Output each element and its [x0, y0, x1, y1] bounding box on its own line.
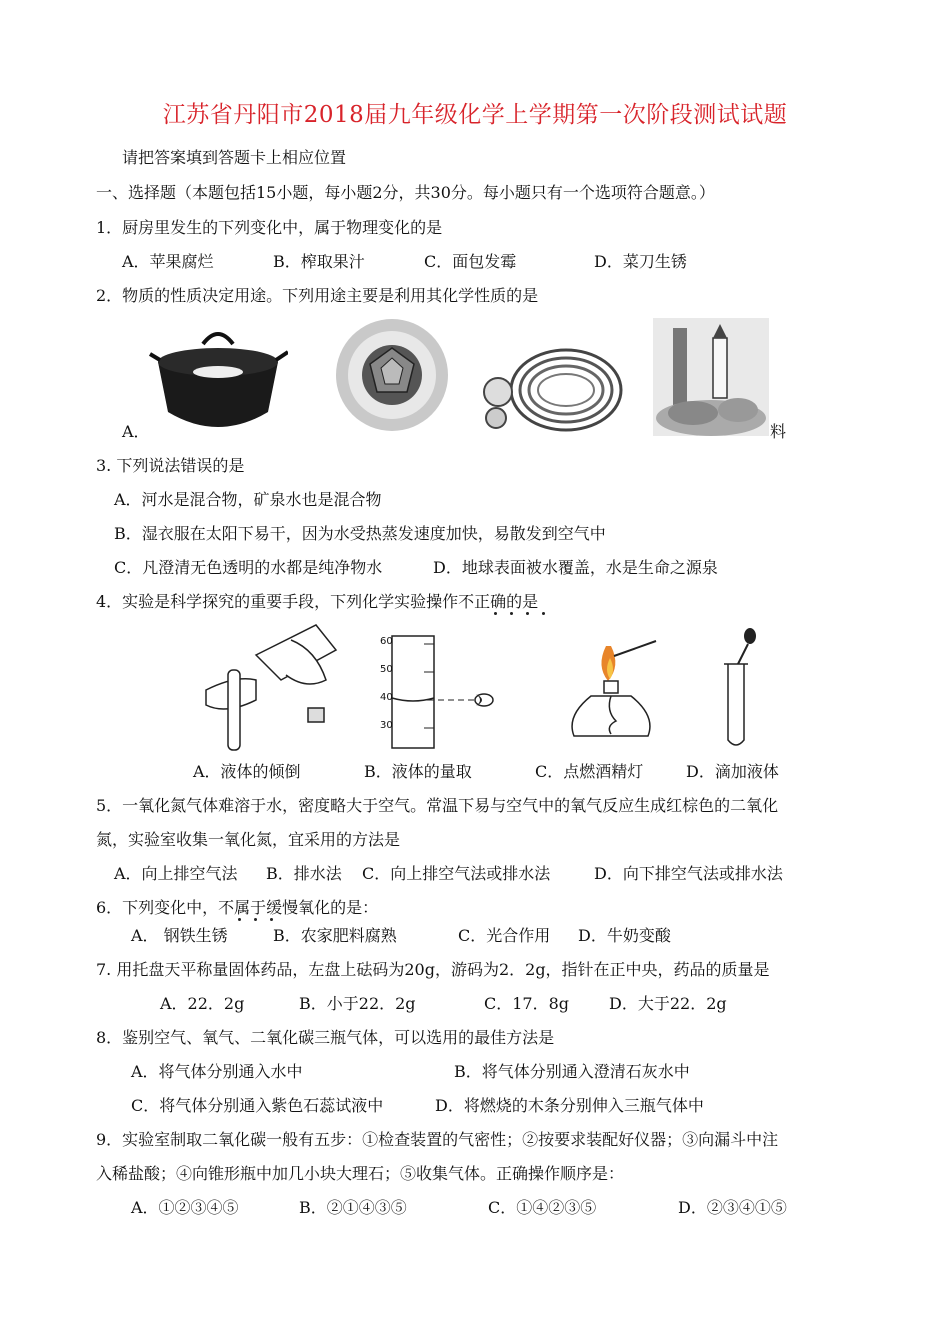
q6-option-d: D．牛奶变酸 — [578, 926, 671, 945]
q1-option-d: D．菜刀生锈 — [594, 252, 687, 271]
q5-option-d: D．向下排空气法或排水法 — [594, 864, 783, 883]
emphasis-dot — [254, 918, 257, 921]
q2-option-a-label: A． — [122, 422, 150, 441]
q9-option-b: B．②①④③⑤ — [299, 1198, 407, 1217]
q7-option-b: B．小于22．2g — [299, 994, 416, 1013]
q5-option-a: A．向上排空气法 — [114, 864, 238, 883]
q2-trailing-char: 料 — [770, 422, 787, 441]
tick-50: 50 — [380, 664, 393, 675]
emphasis-dot — [542, 612, 545, 615]
emphasis-dot — [238, 918, 241, 921]
q5-stem-line2: 氮，实验室收集一氧化氮，宜采用的方法是 — [96, 830, 401, 849]
page-title: 江苏省丹阳市2018届九年级化学上学期第一次阶段测试试题 — [162, 102, 788, 128]
q4-option-b: B．液体的量取 — [364, 762, 472, 781]
q5-option-b: B．排水法 — [266, 864, 342, 883]
q9-option-a: A．①②③④⑤ — [131, 1198, 239, 1217]
alcohol-lamp-image — [566, 636, 666, 748]
q1-option-b: B．榨取果汁 — [273, 252, 365, 271]
q3-option-c: C．凡澄清无色透明的水都是纯净物水 — [114, 558, 383, 577]
q8-option-d: D．将燃烧的木条分别伸入三瓶气体中 — [435, 1096, 704, 1115]
emphasis-dot — [510, 612, 513, 615]
q7-option-a: A．22．2g — [160, 994, 245, 1013]
tick-30: 30 — [380, 720, 393, 731]
q1-stem: 1．厨房里发生的下列变化中，属于物理变化的是 — [96, 218, 443, 237]
q6-option-c: C．光合作用 — [458, 926, 551, 945]
q8-option-a: A．将气体分别通入水中 — [131, 1062, 303, 1081]
q5-option-c: C．向上排空气法或排水法 — [362, 864, 551, 883]
q4-option-d: D．滴加液体 — [686, 762, 779, 781]
emphasis-dot — [270, 918, 273, 921]
q3-option-d: D．地球表面被水覆盖，水是生命之源泉 — [433, 558, 718, 577]
wire-coil-image — [476, 330, 626, 438]
q4-stem: 4．实验是科学探究的重要手段，下列化学实验操作不正确的是 — [96, 592, 539, 611]
diamond-image — [333, 316, 451, 434]
q8-option-b: B．将气体分别通入澄清石灰水中 — [454, 1062, 690, 1081]
wok-image — [148, 322, 288, 440]
emphasis-dot — [494, 612, 497, 615]
q6-stem: 6．下列变化中，不属于缓慢氧化的是： — [96, 898, 379, 917]
q9-option-d: D．②③④①⑤ — [678, 1198, 787, 1217]
q7-stem: 7. 用托盘天平称量固体药品，左盘上砝码为20g，游码为2．2g，指针在正中央，药品的质量是 — [96, 960, 770, 979]
q4-option-a: A．液体的倾倒 — [193, 762, 301, 781]
q7-option-d: D．大于22．2g — [609, 994, 727, 1013]
q2-stem: 2．物质的性质决定用途。下列用途主要是利用其化学性质的是 — [96, 286, 539, 305]
q7-option-c: C．17．8g — [484, 994, 570, 1013]
q4-option-c: C．点燃酒精灯 — [535, 762, 644, 781]
q6-option-a: A． 钢铁生锈 — [131, 926, 228, 945]
q9-stem-line2: 入稀盐酸；④向锥形瓶中加几小块大理石；⑤收集气体。正确操作顺序是： — [96, 1164, 625, 1183]
instruction: 请把答案填到答题卡上相应位置 — [122, 148, 347, 167]
section-heading: 一、选择题（本题包括15小题，每小题2分，共30分。每小题只有一个选项符合题意。） — [96, 183, 715, 202]
tick-60: 60 — [380, 636, 393, 647]
q1-option-c: C．面包发霉 — [424, 252, 517, 271]
q9-stem-line1: 9．实验室制取二氧化碳一般有五步：①检查装置的气密性；②按要求装配好仪器；③向漏斗中注 — [96, 1130, 779, 1149]
dropper-test-tube-image — [712, 628, 772, 752]
q3-stem: 3. 下列说法错误的是 — [96, 456, 245, 475]
pouring-liquid-image — [196, 620, 342, 756]
rocket-launch-image — [653, 318, 769, 436]
q3-option-a: A．河水是混合物，矿泉水也是混合物 — [114, 490, 382, 509]
q8-option-c: C．将气体分别通入紫色石蕊试液中 — [131, 1096, 384, 1115]
q5-stem-line1: 5．一氧化氮气体难溶于水，密度略大于空气。常温下易与空气中的氧气反应生成红棕色的二氧化 — [96, 796, 779, 815]
q3-option-b: B．湿衣服在太阳下易干，因为水受热蒸发速度加快，易散发到空气中 — [114, 524, 606, 543]
tick-40: 40 — [380, 692, 393, 703]
q1-option-a: A．苹果腐烂 — [122, 252, 214, 271]
q6-option-b: B．农家肥料腐熟 — [273, 926, 397, 945]
q9-option-c: C．①④②③⑤ — [488, 1198, 597, 1217]
emphasis-dot — [526, 612, 529, 615]
q8-stem: 8．鉴别空气、氧气、二氧化碳三瓶气体，可以选用的最佳方法是 — [96, 1028, 555, 1047]
